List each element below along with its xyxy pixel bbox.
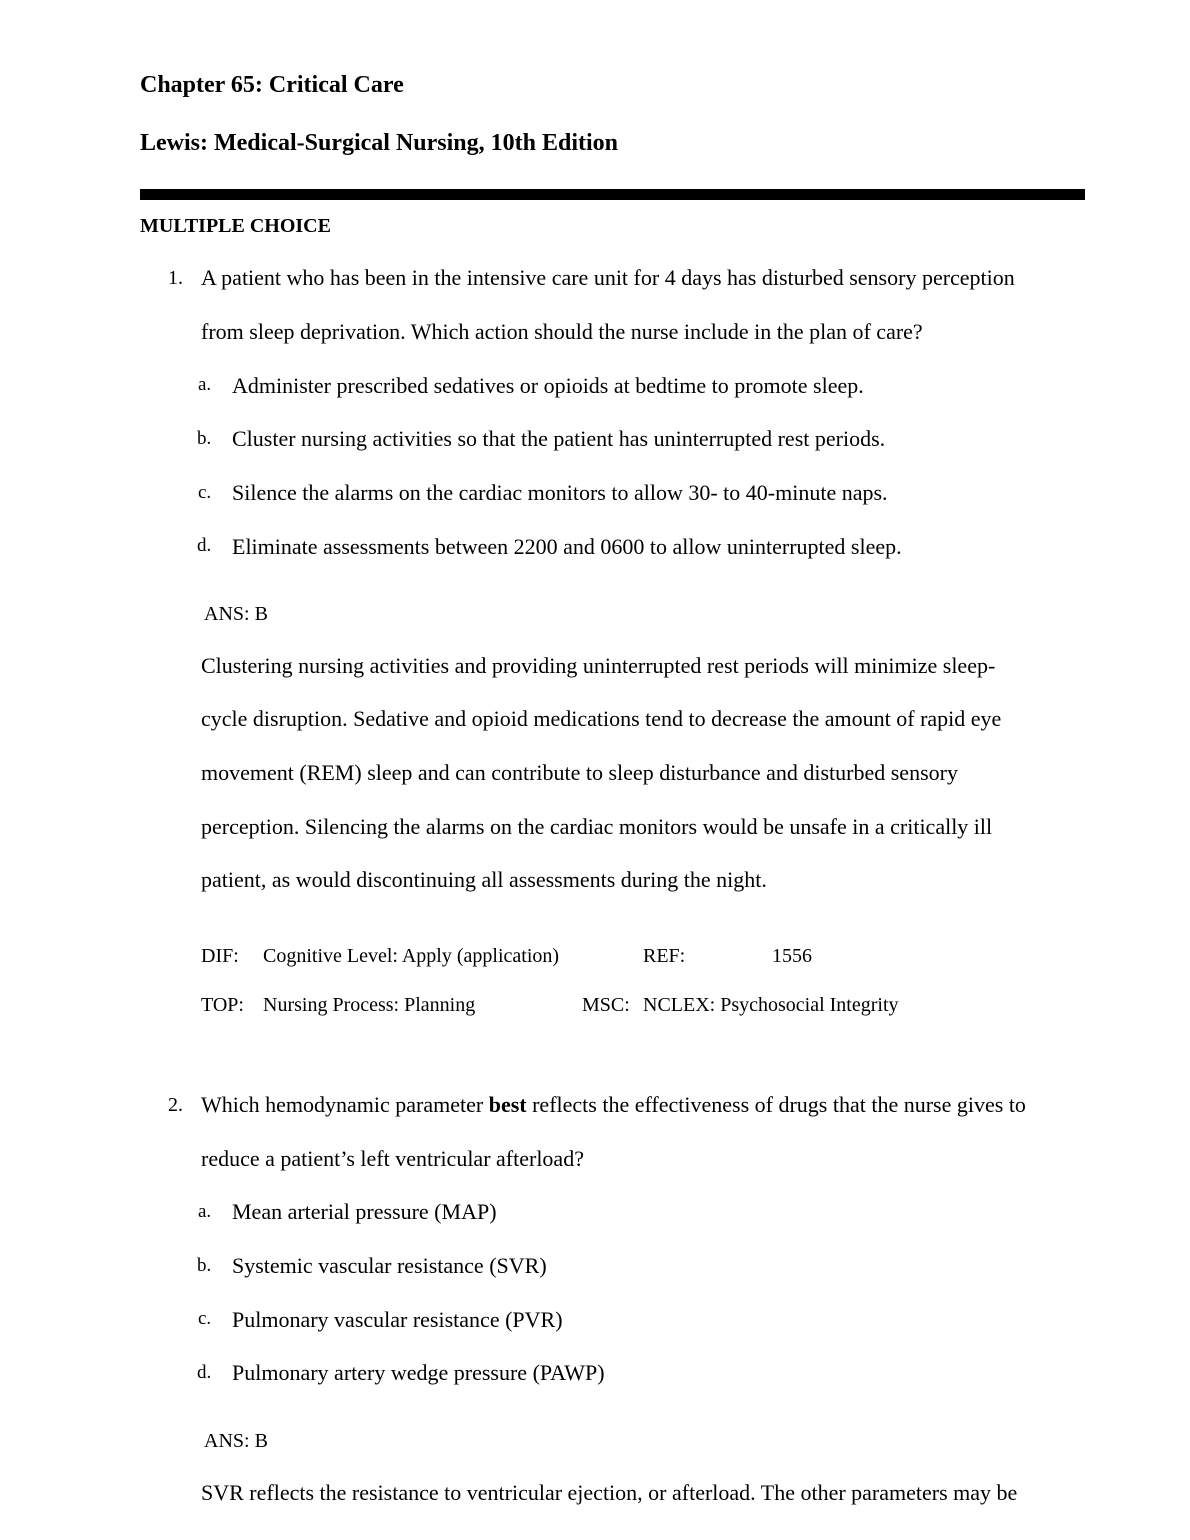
option-letter: c.	[198, 482, 212, 503]
option-text: Systemic vascular resistance (SVR)	[232, 1253, 547, 1278]
answer-key: ANS: B	[204, 1430, 268, 1452]
rationale-line: SVR reflects the resistance to ventricular ejection, or afterload. The other parameters may be	[201, 1480, 1018, 1505]
msc-label: MSC:	[582, 994, 630, 1016]
chapter-title: Chapter 65: Critical Care	[140, 72, 404, 98]
ref-label: REF:	[643, 945, 686, 967]
question-number: 1.	[168, 267, 183, 289]
answer-key: ANS: B	[204, 603, 268, 625]
option-text: Mean arterial pressure (MAP)	[232, 1199, 497, 1224]
question-stem-line: A patient who has been in the intensive care unit for 4 days has disturbed sensory perception	[201, 265, 1015, 290]
top-value: Nursing Process: Planning	[263, 994, 476, 1016]
section-title: MULTIPLE CHOICE	[140, 215, 331, 237]
rationale-line: patient, as would discontinuing all assessments during the night.	[201, 867, 767, 892]
rationale-line: movement (REM) sleep and can contribute to sleep disturbance and disturbed sensory	[201, 760, 958, 785]
top-label: TOP:	[201, 994, 244, 1016]
option-text: Silence the alarms on the cardiac monitors to allow 30- to 40-minute naps.	[232, 480, 888, 505]
option-letter: c.	[198, 1308, 212, 1329]
option-letter: a.	[198, 374, 212, 395]
option-text: Pulmonary artery wedge pressure (PAWP)	[232, 1360, 605, 1385]
option-letter: d.	[197, 1362, 212, 1383]
option-text: Administer prescribed sedatives or opioids at bedtime to promote sleep.	[232, 373, 864, 398]
stem-text: reflects the effectiveness of drugs that the nurse gives to	[526, 1092, 1026, 1117]
book-title: Lewis: Medical-Surgical Nursing, 10th Edition	[140, 130, 619, 156]
question-stem-line: reduce a patient’s left ventricular afterload?	[201, 1146, 584, 1171]
msc-value: NCLEX: Psychosocial Integrity	[643, 994, 899, 1016]
question-stem-line	[201, 1092, 1026, 1118]
option-letter: a.	[198, 1201, 212, 1222]
header-divider	[140, 189, 1085, 200]
stem-emphasis: best	[488, 1092, 527, 1117]
stem-text: Which hemodynamic parameter	[201, 1092, 489, 1117]
ref-value: 1556	[772, 945, 812, 967]
option-text: Pulmonary vascular resistance (PVR)	[232, 1307, 563, 1332]
option-text: Cluster nursing activities so that the patient has uninterrupted rest periods.	[232, 426, 886, 451]
option-letter: b.	[197, 428, 212, 449]
question-stem-line: from sleep deprivation. Which action should the nurse include in the plan of care?	[201, 319, 923, 344]
option-text: Eliminate assessments between 2200 and 0600 to allow uninterrupted sleep.	[232, 534, 902, 559]
option-letter: d.	[197, 535, 212, 556]
rationale-line: perception. Silencing the alarms on the cardiac monitors would be unsafe in a critically ill	[201, 814, 993, 839]
rationale-line: cycle disruption. Sedative and opioid medications tend to decrease the amount of rapid eye	[201, 706, 1002, 731]
option-letter: b.	[197, 1255, 212, 1276]
dif-label: DIF:	[201, 945, 239, 967]
rationale-line: Clustering nursing activities and providing uninterrupted rest periods will minimize sleep-	[201, 653, 996, 678]
question-number: 2.	[168, 1094, 183, 1116]
dif-value: Cognitive Level: Apply (application)	[263, 945, 560, 967]
